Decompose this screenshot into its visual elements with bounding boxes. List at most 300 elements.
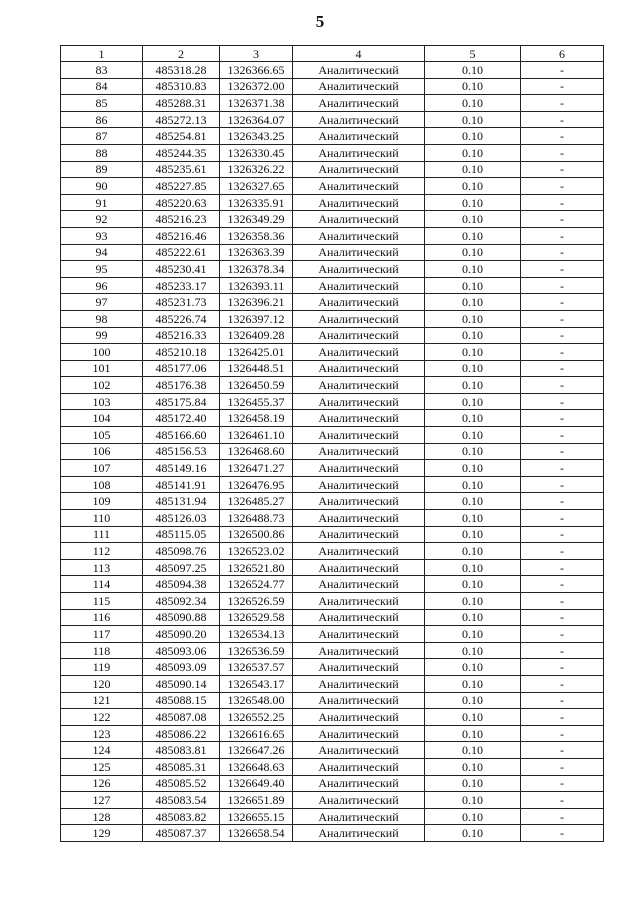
table-row [61, 742, 604, 759]
x-coordinate-cell: 485235.61 [143, 161, 220, 178]
point-number-cell: 97 [61, 294, 143, 311]
y-coordinate-cell: 1326448.51 [220, 360, 293, 377]
y-coordinate-cell: 1326485.27 [220, 493, 293, 510]
accuracy-cell: 0.10 [425, 675, 521, 692]
note-cell: - [521, 692, 604, 709]
column-header-2: 2 [143, 46, 220, 62]
x-coordinate-cell: 485087.08 [143, 709, 220, 726]
method-cell: Аналитический [293, 775, 425, 792]
y-coordinate-cell: 1326458.19 [220, 410, 293, 427]
method-cell: Аналитический [293, 128, 425, 145]
x-coordinate-cell: 485226.74 [143, 310, 220, 327]
accuracy-cell: 0.10 [425, 543, 521, 560]
note-cell: - [521, 559, 604, 576]
point-number-cell: 115 [61, 593, 143, 610]
accuracy-cell: 0.10 [425, 443, 521, 460]
point-number-cell: 116 [61, 609, 143, 626]
table-row [61, 178, 604, 195]
accuracy-cell: 0.10 [425, 277, 521, 294]
note-cell: - [521, 775, 604, 792]
x-coordinate-cell: 485156.53 [143, 443, 220, 460]
x-coordinate-cell: 485088.15 [143, 692, 220, 709]
point-number-cell: 93 [61, 227, 143, 244]
note-cell: - [521, 410, 604, 427]
note-cell: - [521, 792, 604, 809]
table-row [61, 675, 604, 692]
point-number-cell: 91 [61, 194, 143, 211]
accuracy-cell: 0.10 [425, 393, 521, 410]
point-number-cell: 124 [61, 742, 143, 759]
y-coordinate-cell: 1326364.07 [220, 111, 293, 128]
point-number-cell: 112 [61, 543, 143, 560]
table-row [61, 78, 604, 95]
table-row [61, 443, 604, 460]
method-cell: Аналитический [293, 460, 425, 477]
note-cell: - [521, 659, 604, 676]
method-cell: Аналитический [293, 576, 425, 593]
y-coordinate-cell: 1326521.80 [220, 559, 293, 576]
method-cell: Аналитический [293, 410, 425, 427]
y-coordinate-cell: 1326363.39 [220, 244, 293, 261]
table-row [61, 344, 604, 361]
y-coordinate-cell: 1326396.21 [220, 294, 293, 311]
accuracy-cell: 0.10 [425, 410, 521, 427]
y-coordinate-cell: 1326649.40 [220, 775, 293, 792]
y-coordinate-cell: 1326397.12 [220, 310, 293, 327]
table-row [61, 95, 604, 112]
table-row [61, 244, 604, 261]
point-number-cell: 122 [61, 709, 143, 726]
x-coordinate-cell: 485115.05 [143, 526, 220, 543]
method-cell: Аналитический [293, 244, 425, 261]
table-row [61, 758, 604, 775]
method-cell: Аналитический [293, 261, 425, 278]
accuracy-cell: 0.10 [425, 775, 521, 792]
note-cell: - [521, 360, 604, 377]
method-cell: Аналитический [293, 758, 425, 775]
method-cell: Аналитический [293, 377, 425, 394]
x-coordinate-cell: 485149.16 [143, 460, 220, 477]
method-cell: Аналитический [293, 62, 425, 79]
y-coordinate-cell: 1326326.22 [220, 161, 293, 178]
point-number-cell: 101 [61, 360, 143, 377]
method-cell: Аналитический [293, 642, 425, 659]
accuracy-cell: 0.10 [425, 493, 521, 510]
y-coordinate-cell: 1326393.11 [220, 277, 293, 294]
method-cell: Аналитический [293, 443, 425, 460]
accuracy-cell: 0.10 [425, 427, 521, 444]
accuracy-cell: 0.10 [425, 742, 521, 759]
y-coordinate-cell: 1326537.57 [220, 659, 293, 676]
accuracy-cell: 0.10 [425, 227, 521, 244]
point-number-cell: 118 [61, 642, 143, 659]
point-number-cell: 126 [61, 775, 143, 792]
table-row [61, 62, 604, 79]
accuracy-cell: 0.10 [425, 310, 521, 327]
y-coordinate-cell: 1326468.60 [220, 443, 293, 460]
x-coordinate-cell: 485086.22 [143, 725, 220, 742]
method-cell: Аналитический [293, 593, 425, 610]
accuracy-cell: 0.10 [425, 211, 521, 228]
x-coordinate-cell: 485092.34 [143, 593, 220, 610]
y-coordinate-cell: 1326372.00 [220, 78, 293, 95]
method-cell: Аналитический [293, 310, 425, 327]
point-number-cell: 107 [61, 460, 143, 477]
note-cell: - [521, 476, 604, 493]
method-cell: Аналитический [293, 393, 425, 410]
method-cell: Аналитический [293, 709, 425, 726]
table-body [61, 62, 604, 842]
x-coordinate-cell: 485210.18 [143, 344, 220, 361]
table-row [61, 510, 604, 527]
accuracy-cell: 0.10 [425, 510, 521, 527]
method-cell: Аналитический [293, 78, 425, 95]
table-row [61, 709, 604, 726]
note-cell: - [521, 294, 604, 311]
y-coordinate-cell: 1326552.25 [220, 709, 293, 726]
method-cell: Аналитический [293, 277, 425, 294]
note-cell: - [521, 227, 604, 244]
point-number-cell: 109 [61, 493, 143, 510]
method-cell: Аналитический [293, 825, 425, 842]
method-cell: Аналитический [293, 227, 425, 244]
table-row [61, 808, 604, 825]
y-coordinate-cell: 1326651.89 [220, 792, 293, 809]
x-coordinate-cell: 485094.38 [143, 576, 220, 593]
method-cell: Аналитический [293, 344, 425, 361]
y-coordinate-cell: 1326335.91 [220, 194, 293, 211]
x-coordinate-cell: 485175.84 [143, 393, 220, 410]
accuracy-cell: 0.10 [425, 659, 521, 676]
accuracy-cell: 0.10 [425, 327, 521, 344]
point-number-cell: 87 [61, 128, 143, 145]
y-coordinate-cell: 1326425.01 [220, 344, 293, 361]
note-cell: - [521, 211, 604, 228]
header-row [61, 46, 604, 62]
method-cell: Аналитический [293, 808, 425, 825]
note-cell: - [521, 377, 604, 394]
method-cell: Аналитический [293, 360, 425, 377]
note-cell: - [521, 327, 604, 344]
y-coordinate-cell: 1326648.63 [220, 758, 293, 775]
point-number-cell: 117 [61, 626, 143, 643]
accuracy-cell: 0.10 [425, 460, 521, 477]
accuracy-cell: 0.10 [425, 178, 521, 195]
x-coordinate-cell: 485083.54 [143, 792, 220, 809]
y-coordinate-cell: 1326349.29 [220, 211, 293, 228]
table-row [61, 277, 604, 294]
accuracy-cell: 0.10 [425, 642, 521, 659]
table-row [61, 410, 604, 427]
method-cell: Аналитический [293, 526, 425, 543]
point-number-cell: 108 [61, 476, 143, 493]
note-cell: - [521, 526, 604, 543]
y-coordinate-cell: 1326358.36 [220, 227, 293, 244]
coordinates-table [60, 45, 604, 842]
column-header-3: 3 [220, 46, 293, 62]
note-cell: - [521, 78, 604, 95]
x-coordinate-cell: 485233.17 [143, 277, 220, 294]
x-coordinate-cell: 485131.94 [143, 493, 220, 510]
x-coordinate-cell: 485085.31 [143, 758, 220, 775]
table-row [61, 261, 604, 278]
point-number-cell: 113 [61, 559, 143, 576]
method-cell: Аналитический [293, 792, 425, 809]
accuracy-cell: 0.10 [425, 609, 521, 626]
accuracy-cell: 0.10 [425, 344, 521, 361]
accuracy-cell: 0.10 [425, 792, 521, 809]
y-coordinate-cell: 1326488.73 [220, 510, 293, 527]
point-number-cell: 103 [61, 393, 143, 410]
point-number-cell: 89 [61, 161, 143, 178]
accuracy-cell: 0.10 [425, 244, 521, 261]
y-coordinate-cell: 1326548.00 [220, 692, 293, 709]
x-coordinate-cell: 485216.23 [143, 211, 220, 228]
note-cell: - [521, 626, 604, 643]
x-coordinate-cell: 485172.40 [143, 410, 220, 427]
y-coordinate-cell: 1326330.45 [220, 144, 293, 161]
accuracy-cell: 0.10 [425, 144, 521, 161]
x-coordinate-cell: 485227.85 [143, 178, 220, 195]
method-cell: Аналитический [293, 725, 425, 742]
accuracy-cell: 0.10 [425, 62, 521, 79]
point-number-cell: 102 [61, 377, 143, 394]
table-row [61, 543, 604, 560]
point-number-cell: 111 [61, 526, 143, 543]
point-number-cell: 110 [61, 510, 143, 527]
method-cell: Аналитический [293, 510, 425, 527]
note-cell: - [521, 111, 604, 128]
table-row [61, 476, 604, 493]
x-coordinate-cell: 485090.88 [143, 609, 220, 626]
note-cell: - [521, 62, 604, 79]
x-coordinate-cell: 485085.52 [143, 775, 220, 792]
point-number-cell: 129 [61, 825, 143, 842]
table-row [61, 427, 604, 444]
note-cell: - [521, 593, 604, 610]
x-coordinate-cell: 485097.25 [143, 559, 220, 576]
note-cell: - [521, 758, 604, 775]
table-row [61, 161, 604, 178]
point-number-cell: 100 [61, 344, 143, 361]
note-cell: - [521, 310, 604, 327]
note-cell: - [521, 460, 604, 477]
x-coordinate-cell: 485220.63 [143, 194, 220, 211]
x-coordinate-cell: 485288.31 [143, 95, 220, 112]
accuracy-cell: 0.10 [425, 261, 521, 278]
y-coordinate-cell: 1326378.34 [220, 261, 293, 278]
y-coordinate-cell: 1326409.28 [220, 327, 293, 344]
table-row [61, 609, 604, 626]
note-cell: - [521, 95, 604, 112]
table-row [61, 327, 604, 344]
y-coordinate-cell: 1326647.26 [220, 742, 293, 759]
table-row [61, 211, 604, 228]
x-coordinate-cell: 485176.38 [143, 377, 220, 394]
table-row [61, 593, 604, 610]
method-cell: Аналитический [293, 626, 425, 643]
y-coordinate-cell: 1326526.59 [220, 593, 293, 610]
accuracy-cell: 0.10 [425, 128, 521, 145]
method-cell: Аналитический [293, 609, 425, 626]
accuracy-cell: 0.10 [425, 78, 521, 95]
table-row [61, 659, 604, 676]
table-row [61, 393, 604, 410]
point-number-cell: 114 [61, 576, 143, 593]
point-number-cell: 99 [61, 327, 143, 344]
point-number-cell: 85 [61, 95, 143, 112]
note-cell: - [521, 128, 604, 145]
accuracy-cell: 0.10 [425, 825, 521, 842]
x-coordinate-cell: 485244.35 [143, 144, 220, 161]
note-cell: - [521, 144, 604, 161]
x-coordinate-cell: 485216.46 [143, 227, 220, 244]
accuracy-cell: 0.10 [425, 758, 521, 775]
y-coordinate-cell: 1326476.95 [220, 476, 293, 493]
x-coordinate-cell: 485083.81 [143, 742, 220, 759]
y-coordinate-cell: 1326655.15 [220, 808, 293, 825]
note-cell: - [521, 393, 604, 410]
point-number-cell: 120 [61, 675, 143, 692]
point-number-cell: 83 [61, 62, 143, 79]
x-coordinate-cell: 485090.14 [143, 675, 220, 692]
table-row [61, 692, 604, 709]
note-cell: - [521, 427, 604, 444]
point-number-cell: 94 [61, 244, 143, 261]
point-number-cell: 98 [61, 310, 143, 327]
method-cell: Аналитический [293, 543, 425, 560]
accuracy-cell: 0.10 [425, 725, 521, 742]
x-coordinate-cell: 485216.33 [143, 327, 220, 344]
table-header [61, 46, 604, 62]
y-coordinate-cell: 1326366.65 [220, 62, 293, 79]
method-cell: Аналитический [293, 111, 425, 128]
table-row [61, 460, 604, 477]
point-number-cell: 95 [61, 261, 143, 278]
table-row [61, 642, 604, 659]
note-cell: - [521, 261, 604, 278]
column-header-1: 1 [61, 46, 143, 62]
x-coordinate-cell: 485090.20 [143, 626, 220, 643]
note-cell: - [521, 344, 604, 361]
note-cell: - [521, 161, 604, 178]
table-row [61, 128, 604, 145]
method-cell: Аналитический [293, 294, 425, 311]
x-coordinate-cell: 485254.81 [143, 128, 220, 145]
method-cell: Аналитический [293, 161, 425, 178]
table-row [61, 360, 604, 377]
note-cell: - [521, 510, 604, 527]
x-coordinate-cell: 485166.60 [143, 427, 220, 444]
method-cell: Аналитический [293, 675, 425, 692]
table-row [61, 294, 604, 311]
column-header-6: 6 [521, 46, 604, 62]
method-cell: Аналитический [293, 327, 425, 344]
x-coordinate-cell: 485310.83 [143, 78, 220, 95]
y-coordinate-cell: 1326450.59 [220, 377, 293, 394]
x-coordinate-cell: 485231.73 [143, 294, 220, 311]
method-cell: Аналитический [293, 194, 425, 211]
accuracy-cell: 0.10 [425, 559, 521, 576]
page-number: 5 [315, 12, 325, 31]
x-coordinate-cell: 485093.09 [143, 659, 220, 676]
y-coordinate-cell: 1326523.02 [220, 543, 293, 560]
method-cell: Аналитический [293, 692, 425, 709]
method-cell: Аналитический [293, 95, 425, 112]
accuracy-cell: 0.10 [425, 161, 521, 178]
y-coordinate-cell: 1326529.58 [220, 609, 293, 626]
table-row [61, 377, 604, 394]
x-coordinate-cell: 485083.82 [143, 808, 220, 825]
point-number-cell: 127 [61, 792, 143, 809]
method-cell: Аналитический [293, 178, 425, 195]
x-coordinate-cell: 485093.06 [143, 642, 220, 659]
point-number-cell: 88 [61, 144, 143, 161]
point-number-cell: 105 [61, 427, 143, 444]
y-coordinate-cell: 1326536.59 [220, 642, 293, 659]
note-cell: - [521, 742, 604, 759]
table-row [61, 144, 604, 161]
accuracy-cell: 0.10 [425, 294, 521, 311]
accuracy-cell: 0.10 [425, 111, 521, 128]
method-cell: Аналитический [293, 211, 425, 228]
table-row [61, 559, 604, 576]
x-coordinate-cell: 485087.37 [143, 825, 220, 842]
x-coordinate-cell: 485230.41 [143, 261, 220, 278]
note-cell: - [521, 443, 604, 460]
method-cell: Аналитический [293, 476, 425, 493]
point-number-cell: 128 [61, 808, 143, 825]
table-row [61, 194, 604, 211]
accuracy-cell: 0.10 [425, 808, 521, 825]
y-coordinate-cell: 1326461.10 [220, 427, 293, 444]
y-coordinate-cell: 1326534.13 [220, 626, 293, 643]
table-row [61, 526, 604, 543]
y-coordinate-cell: 1326500.86 [220, 526, 293, 543]
table-row [61, 792, 604, 809]
note-cell: - [521, 576, 604, 593]
note-cell: - [521, 609, 604, 626]
accuracy-cell: 0.10 [425, 593, 521, 610]
y-coordinate-cell: 1326471.27 [220, 460, 293, 477]
method-cell: Аналитический [293, 493, 425, 510]
accuracy-cell: 0.10 [425, 626, 521, 643]
x-coordinate-cell: 485318.28 [143, 62, 220, 79]
note-cell: - [521, 808, 604, 825]
note-cell: - [521, 493, 604, 510]
note-cell: - [521, 825, 604, 842]
x-coordinate-cell: 485222.61 [143, 244, 220, 261]
point-number-cell: 121 [61, 692, 143, 709]
method-cell: Аналитический [293, 427, 425, 444]
point-number-cell: 106 [61, 443, 143, 460]
column-header-4: 4 [293, 46, 425, 62]
note-cell: - [521, 675, 604, 692]
accuracy-cell: 0.10 [425, 377, 521, 394]
note-cell: - [521, 642, 604, 659]
point-number-cell: 96 [61, 277, 143, 294]
table-row [61, 775, 604, 792]
table-row [61, 227, 604, 244]
table-row [61, 111, 604, 128]
y-coordinate-cell: 1326371.38 [220, 95, 293, 112]
point-number-cell: 119 [61, 659, 143, 676]
x-coordinate-cell: 485141.91 [143, 476, 220, 493]
x-coordinate-cell: 485272.13 [143, 111, 220, 128]
table-row [61, 493, 604, 510]
point-number-cell: 90 [61, 178, 143, 195]
note-cell: - [521, 194, 604, 211]
